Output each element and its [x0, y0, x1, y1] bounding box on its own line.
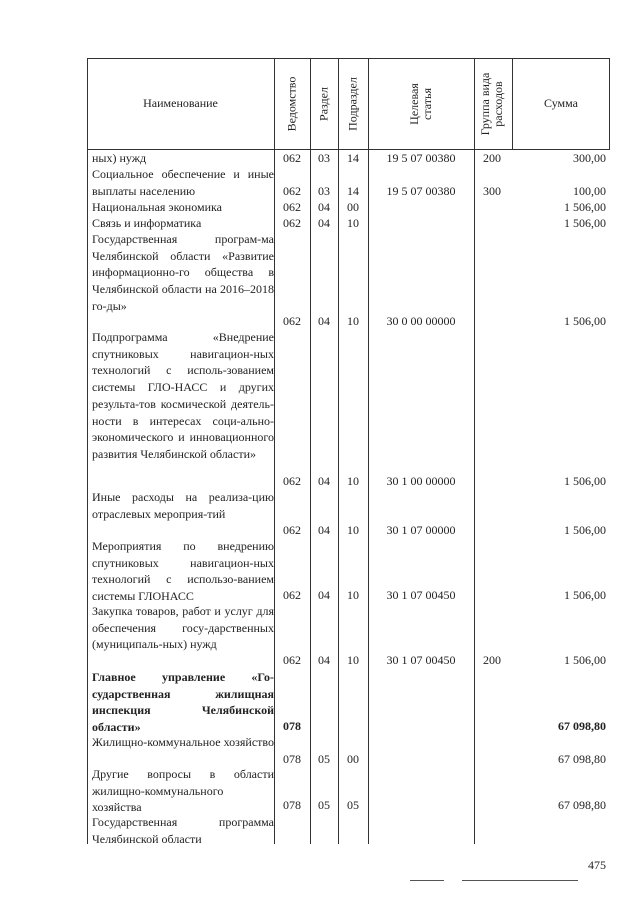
row-vedomstvo: 078 — [283, 798, 301, 812]
row-name: Подпрограмма «Внедрение спутниковых навигацион-ных технологий с исполь-зованием системы ГЛО-НАСС и других результа-тов космической деятель-ности в интересах соци-ально-экономического и инновационного развития Челябинской области» — [92, 330, 274, 461]
row-razdel: 03 — [318, 184, 330, 198]
row-celevaya: 30 1 00 00000 — [386, 474, 456, 488]
row-summa: 100,00 — [573, 184, 606, 198]
column-divider — [310, 58, 311, 844]
row-vedomstvo: 062 — [283, 151, 301, 165]
header-celevaya-line2: статья — [420, 88, 434, 120]
row-summa: 1 506,00 — [564, 314, 606, 328]
row-name: Иные расходы на реализа-цию отраслевых мероприя-тий — [92, 490, 274, 521]
row-podrazdel: 14 — [347, 184, 359, 198]
row-vedomstvo: 078 — [283, 719, 301, 733]
header-celevaya — [408, 60, 434, 148]
row-razdel: 04 — [318, 588, 330, 602]
row-celevaya: 19 5 07 00380 — [386, 151, 456, 165]
footer-rule — [410, 880, 444, 881]
row-razdel: 04 — [318, 314, 330, 328]
row-name: Другие вопросы в области жилищно-коммунального хозяйства — [92, 767, 274, 815]
row-celevaya: 30 1 07 00450 — [386, 653, 456, 667]
page-number: 475 — [588, 858, 606, 872]
row-podrazdel: 10 — [347, 523, 359, 537]
row-name: Главное управление «Го-сударственная жилищная инспекция Челябинской области» — [92, 670, 274, 735]
row-gruppa: 200 — [483, 653, 501, 667]
row-vedomstvo: 062 — [283, 314, 301, 328]
left-border — [87, 150, 88, 844]
row-razdel: 04 — [318, 523, 330, 537]
row-name: Социальное обеспечение и иные выплаты населению — [92, 167, 274, 198]
row-podrazdel: 10 — [347, 653, 359, 667]
row-vedomstvo: 062 — [283, 653, 301, 667]
row-summa: 67 098,80 — [558, 752, 606, 766]
row-podrazdel: 10 — [347, 588, 359, 602]
footer-rule — [462, 880, 578, 881]
row-name: Государственная програм-ма Челябинской области «Развитие информационно-го общества в Челябинской области на 2016–2018 го-ды» — [92, 232, 274, 313]
row-razdel: 04 — [318, 474, 330, 488]
column-divider — [338, 58, 339, 844]
row-vedomstvo: 062 — [283, 588, 301, 602]
row-summa: 1 506,00 — [564, 200, 606, 214]
row-summa: 67 098,80 — [558, 798, 606, 812]
row-summa: 67 098,80 — [558, 719, 606, 733]
row-razdel: 05 — [318, 798, 330, 812]
row-name: Национальная экономика — [92, 200, 222, 214]
row-name: Связь и информатика — [92, 216, 202, 230]
row-podrazdel: 00 — [347, 752, 359, 766]
column-divider — [368, 58, 369, 844]
row-podrazdel: 00 — [347, 200, 359, 214]
header-gruppa-line1: Группа вида — [478, 72, 492, 136]
header-vedomstvo: Ведомство — [284, 76, 299, 132]
row-razdel: 04 — [318, 200, 330, 214]
row-summa: 1 506,00 — [564, 474, 606, 488]
row-podrazdel: 14 — [347, 151, 359, 165]
row-vedomstvo: 062 — [283, 216, 301, 230]
row-name: Мероприятия по внедрению спутниковых навигацион-ных технологий с использо-ванием системы ГЛОНАСС — [92, 539, 274, 604]
row-razdel: 04 — [318, 216, 330, 230]
row-razdel: 04 — [318, 653, 330, 667]
row-razdel: 03 — [318, 151, 330, 165]
row-celevaya: 30 1 07 00000 — [386, 523, 456, 537]
row-gruppa: 300 — [483, 184, 501, 198]
header-podrazdel: Подраздел — [345, 77, 360, 131]
row-podrazdel: 10 — [347, 474, 359, 488]
row-vedomstvo: 062 — [283, 474, 301, 488]
row-podrazdel: 10 — [347, 314, 359, 328]
row-summa: 1 506,00 — [564, 653, 606, 667]
row-name: Жилищно-коммунальное хозяйство — [92, 735, 275, 749]
row-vedomstvo: 062 — [283, 184, 301, 198]
row-summa: 1 506,00 — [564, 216, 606, 230]
row-celevaya: 30 1 07 00450 — [386, 588, 456, 602]
row-vedomstvo: 062 — [283, 200, 301, 214]
header-summa: Сумма — [544, 96, 578, 110]
row-name: ных) нужд — [92, 151, 147, 165]
row-celevaya: 19 5 07 00380 — [386, 184, 456, 198]
row-summa: 1 506,00 — [564, 523, 606, 537]
header-celevaya-line1: Целевая — [407, 83, 421, 125]
row-vedomstvo: 078 — [283, 752, 301, 766]
row-razdel: 05 — [318, 752, 330, 766]
header-razdel: Раздел — [316, 87, 331, 121]
row-name: Государственная программа Челябинской области — [92, 815, 274, 846]
row-name: Закупка товаров, работ и услуг для обеспечения госу-дарственных (муниципаль-ных) нужд — [92, 604, 274, 652]
row-gruppa: 200 — [483, 151, 501, 165]
row-podrazdel: 05 — [347, 798, 359, 812]
column-divider — [474, 58, 475, 844]
header-gruppa-line2: расходов — [491, 81, 505, 127]
row-vedomstvo: 062 — [283, 523, 301, 537]
row-celevaya: 30 0 00 00000 — [386, 314, 456, 328]
header-gruppa — [479, 60, 505, 148]
header-name: Наименование — [143, 96, 218, 110]
row-summa: 1 506,00 — [564, 588, 606, 602]
row-summa: 300,00 — [573, 151, 606, 165]
row-podrazdel: 10 — [347, 216, 359, 230]
